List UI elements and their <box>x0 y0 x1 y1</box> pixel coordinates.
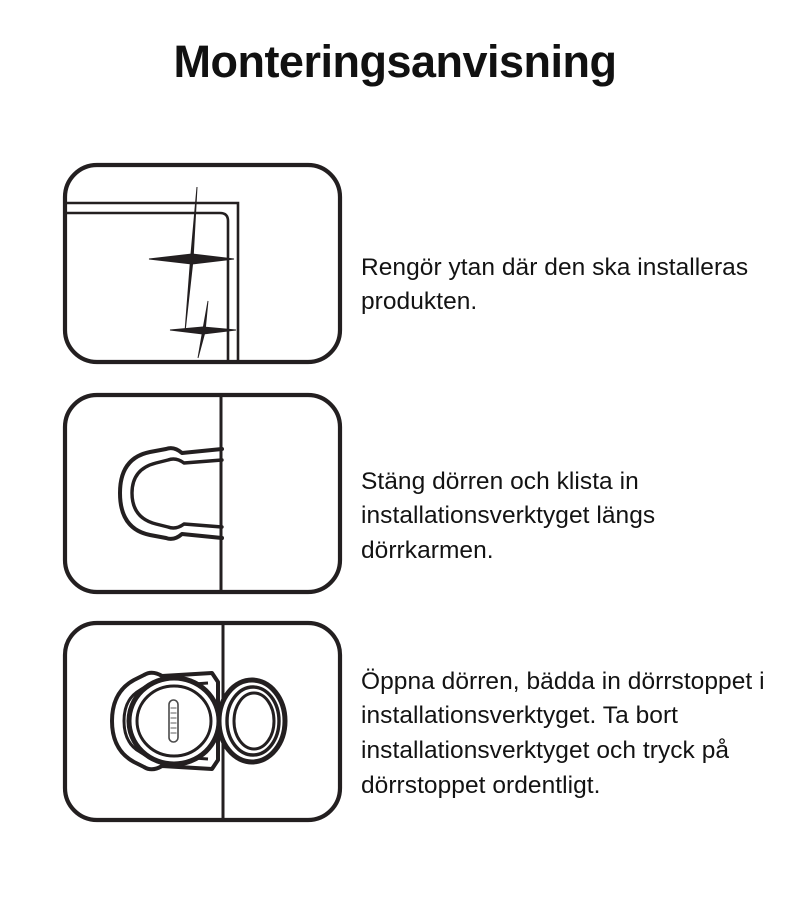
step-1 <box>0 158 790 373</box>
panel-border <box>65 395 340 592</box>
embed-door-stopper-illustration <box>62 620 343 823</box>
step-3 <box>0 616 790 831</box>
step-3-text: Öppna dörren, bädda in dörrstoppet i installationsverktyget. Ta bort installationsverktyget och tryck på dörrstoppet ordentligt. <box>361 667 765 799</box>
step-1-text: Rengör ytan där den ska installeras produkten. <box>361 253 749 316</box>
door-stopper-label <box>169 700 178 742</box>
attach-tool-illustration <box>62 392 343 595</box>
clean-surface-illustration <box>62 162 343 365</box>
step-2-text: Stäng dörren och klista in installationsverktyget längs dörrkarmen. <box>361 467 656 565</box>
step-2 <box>0 388 790 603</box>
door-stopper-counterpart-inner <box>234 693 274 749</box>
page-title: Monteringsanvisning <box>173 36 617 87</box>
